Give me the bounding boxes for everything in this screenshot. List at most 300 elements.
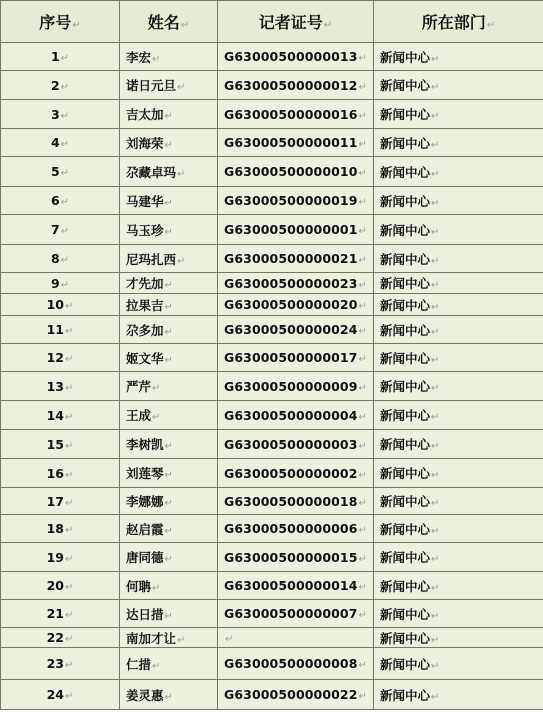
paragraph-mark: ↵ — [60, 226, 70, 237]
reporter-name: 尼玛扎西 — [126, 251, 177, 267]
paragraph-mark: ↵ — [65, 553, 74, 565]
press-card-number: G63000500000009 — [224, 378, 358, 394]
paragraph-mark: ↵ — [60, 279, 70, 291]
reporter-name-cell — [120, 187, 218, 215]
header-row — [1, 1, 543, 43]
press-card-number: G63000500000022 — [224, 687, 358, 702]
reporter-name-cell — [120, 215, 218, 245]
paragraph-mark: ↵ — [431, 470, 440, 481]
header-dept-label: 所在部门 — [421, 13, 486, 32]
paragraph-mark: ↵ — [431, 139, 440, 151]
department: 新闻中心 — [380, 49, 431, 65]
press-card-number-cell — [218, 71, 374, 100]
row-number: 13 — [46, 378, 64, 394]
paragraph-mark: ↵ — [164, 354, 173, 366]
paragraph-mark: ↵ — [65, 440, 74, 452]
reporter-name: 尕藏卓玛 — [126, 164, 177, 180]
press-card-number: G63000500000007 — [224, 606, 358, 621]
paragraph-mark: ↵ — [164, 441, 173, 452]
paragraph-mark: ↵ — [431, 255, 440, 267]
paragraph-mark: ↵ — [358, 139, 368, 150]
paragraph-mark: ↵ — [60, 81, 70, 93]
press-card-number: G63000500000002 — [224, 465, 358, 481]
reporter-name: 姜灵惠 — [126, 687, 164, 703]
department-cell — [374, 71, 543, 100]
department: 新闻中心 — [380, 251, 431, 267]
table-row — [1, 294, 543, 316]
reporter-name-cell — [120, 459, 218, 488]
department: 新闻中心 — [380, 297, 431, 313]
paragraph-mark: ↵ — [431, 554, 440, 565]
press-card-number-cell — [218, 157, 374, 187]
header-dept — [374, 1, 543, 43]
paragraph-mark: ↵ — [177, 634, 186, 646]
reporter-name: 何聃 — [126, 578, 152, 594]
paragraph-mark: ↵ — [431, 326, 440, 338]
department-cell — [374, 488, 543, 515]
department-cell — [374, 344, 543, 372]
header-no-label: 序号 — [39, 13, 72, 32]
row-number: 8 — [50, 251, 60, 266]
reporter-name: 南加才让 — [126, 630, 177, 646]
paragraph-mark: ↵ — [164, 525, 173, 537]
department: 新闻中心 — [380, 135, 431, 151]
department-cell — [374, 648, 543, 680]
paragraph-mark: ↵ — [60, 168, 70, 179]
department: 新闻中心 — [380, 276, 431, 291]
reporter-name: 姬文华 — [126, 350, 164, 366]
paragraph-mark: ↵ — [65, 582, 74, 593]
reporter-name-cell — [120, 628, 218, 648]
paragraph-mark: ↵ — [358, 326, 368, 337]
paragraph-mark: ↵ — [65, 610, 74, 621]
paragraph-mark: ↵ — [323, 20, 333, 31]
paragraph-mark: ↵ — [431, 168, 440, 180]
paragraph-mark: ↵ — [65, 326, 74, 337]
table-row — [1, 245, 543, 273]
department: 新闻中心 — [380, 521, 431, 537]
department-cell — [374, 572, 543, 600]
paragraph-mark: ↵ — [358, 226, 368, 237]
department-cell — [374, 157, 543, 187]
reporter-name: 马建华 — [126, 193, 164, 209]
row-number-cell — [1, 459, 120, 488]
row-number-cell — [1, 245, 120, 273]
reporter-name-cell — [120, 71, 218, 100]
press-card-number-cell — [218, 372, 374, 401]
press-card-number-cell — [218, 401, 374, 430]
row-number-cell — [1, 430, 120, 459]
paragraph-mark: ↵ — [358, 691, 368, 702]
row-number: 4 — [50, 135, 60, 150]
press-card-number-cell — [218, 294, 374, 316]
row-number: 5 — [50, 164, 60, 179]
header-no — [1, 1, 120, 43]
reporter-name-cell — [120, 401, 218, 430]
row-number-cell — [1, 600, 120, 628]
table-row — [1, 215, 543, 245]
header-card-label: 记者证号 — [258, 13, 323, 32]
press-card-number: G63000500000004 — [224, 407, 358, 423]
table-body — [1, 43, 543, 710]
table-row — [1, 316, 543, 344]
department-cell — [374, 316, 543, 344]
press-card-number: G63000500000011 — [224, 135, 358, 150]
paragraph-mark: ↵ — [358, 497, 368, 509]
reporter-name: 李树凯 — [126, 437, 164, 452]
paragraph-mark: ↵ — [431, 280, 440, 291]
row-number: 14 — [46, 407, 64, 423]
paragraph-mark: ↵ — [152, 660, 161, 672]
paragraph-mark: ↵ — [358, 354, 368, 365]
table-row — [1, 344, 543, 372]
paragraph-mark: ↵ — [152, 582, 161, 594]
department-cell — [374, 273, 543, 294]
paragraph-mark: ↵ — [164, 554, 173, 565]
reporter-name: 吉太加 — [126, 107, 164, 122]
paragraph-mark: ↵ — [431, 53, 440, 65]
table-row — [1, 157, 543, 187]
press-card-number-cell — [218, 600, 374, 628]
paragraph-mark: ↵ — [431, 301, 440, 313]
reporter-name-cell — [120, 294, 218, 316]
paragraph-mark: ↵ — [486, 20, 496, 31]
press-card-number-cell — [218, 430, 374, 459]
row-number: 17 — [46, 493, 64, 509]
row-number: 22 — [46, 630, 64, 645]
paragraph-mark: ↵ — [431, 197, 440, 209]
department: 新闻中心 — [380, 437, 431, 452]
paragraph-mark: ↵ — [177, 168, 186, 180]
paragraph-mark: ↵ — [180, 20, 190, 31]
press-card-number: G63000500000019 — [224, 193, 358, 208]
department: 新闻中心 — [380, 550, 431, 565]
press-card-number-cell — [218, 515, 374, 543]
paragraph-mark: ↵ — [358, 469, 368, 481]
paragraph-mark: ↵ — [358, 168, 368, 179]
row-number-cell — [1, 187, 120, 215]
paragraph-mark: ↵ — [358, 279, 368, 291]
reporter-name: 刘莲琴 — [126, 466, 164, 481]
paragraph-mark: ↵ — [60, 255, 70, 266]
department: 新闻中心 — [380, 350, 431, 366]
paragraph-mark: ↵ — [431, 82, 440, 93]
table-row — [1, 43, 543, 71]
paragraph-mark: ↵ — [164, 326, 173, 338]
reporter-name-cell — [120, 372, 218, 401]
reporter-name: 王成 — [126, 408, 152, 423]
row-number-cell — [1, 680, 120, 710]
reporter-name: 才先加 — [126, 276, 164, 291]
paragraph-mark: ↵ — [431, 498, 440, 509]
row-number-cell — [1, 515, 120, 543]
paragraph-mark: ↵ — [164, 197, 173, 209]
department: 新闻中心 — [380, 379, 431, 394]
paragraph-mark: ↵ — [431, 691, 440, 703]
table-row — [1, 71, 543, 100]
paragraph-mark: ↵ — [431, 441, 440, 452]
row-number-cell — [1, 71, 120, 100]
paragraph-mark: ↵ — [164, 498, 173, 509]
reporter-name-cell — [120, 316, 218, 344]
paragraph-mark: ↵ — [431, 582, 440, 594]
table-row — [1, 100, 543, 129]
reporter-name: 仁措 — [126, 656, 152, 672]
press-card-number-cell — [218, 245, 374, 273]
press-card-number: G63000500000001 — [224, 222, 358, 237]
row-number: 19 — [46, 549, 64, 565]
press-card-number: G63000500000013 — [224, 49, 358, 64]
reporter-name-cell — [120, 680, 218, 710]
press-card-number: G63000500000020 — [224, 297, 358, 312]
press-card-number: G63000500000024 — [224, 322, 358, 337]
paragraph-mark: ↵ — [358, 582, 368, 593]
reporter-name-cell — [120, 648, 218, 680]
paragraph-mark: ↵ — [358, 553, 368, 565]
paragraph-mark: ↵ — [358, 411, 368, 423]
row-number-cell — [1, 273, 120, 294]
paragraph-mark: ↵ — [358, 610, 368, 621]
paragraph-mark: ↵ — [358, 660, 368, 671]
paragraph-mark: ↵ — [65, 469, 74, 481]
reporter-name-cell — [120, 100, 218, 129]
paragraph-mark: ↵ — [60, 139, 70, 150]
department: 新闻中心 — [380, 606, 431, 622]
department-cell — [374, 543, 543, 572]
press-card-number-cell — [218, 100, 374, 129]
paragraph-mark: ↵ — [72, 20, 81, 31]
press-card-number: G63000500000014 — [224, 578, 358, 593]
paragraph-mark: ↵ — [431, 383, 440, 394]
table-row — [1, 572, 543, 600]
table-row — [1, 488, 543, 515]
press-card-number-cell — [218, 43, 374, 71]
row-number: 10 — [46, 297, 64, 312]
paragraph-mark: ↵ — [164, 301, 173, 313]
paragraph-mark: ↵ — [60, 53, 70, 64]
department-cell — [374, 680, 543, 710]
press-card-number-cell — [218, 129, 374, 157]
table-row — [1, 273, 543, 294]
row-number: 11 — [46, 322, 64, 337]
reporter-name: 达日措 — [126, 606, 164, 622]
row-number-cell — [1, 100, 120, 129]
table-row — [1, 401, 543, 430]
paragraph-mark: ↵ — [358, 53, 368, 64]
row-number: 6 — [50, 193, 60, 208]
row-number: 12 — [46, 350, 64, 365]
department-cell — [374, 401, 543, 430]
reporter-name-cell — [120, 43, 218, 71]
paragraph-mark: ↵ — [152, 383, 161, 394]
row-number: 16 — [46, 465, 64, 481]
row-number-cell — [1, 572, 120, 600]
paragraph-mark: ↵ — [164, 139, 173, 151]
row-number: 20 — [46, 578, 64, 593]
press-card-number: G63000500000016 — [224, 106, 358, 122]
row-number-cell — [1, 129, 120, 157]
reporter-name-cell — [120, 488, 218, 515]
paragraph-mark: ↵ — [177, 82, 186, 93]
paragraph-mark: ↵ — [431, 610, 440, 622]
press-card-number: G63000500000023 — [224, 275, 358, 291]
row-number: 21 — [46, 606, 64, 621]
table-row — [1, 459, 543, 488]
reporter-name-cell — [120, 543, 218, 572]
paragraph-mark: ↵ — [65, 691, 74, 702]
department-cell — [374, 600, 543, 628]
table-row — [1, 372, 543, 401]
paragraph-mark: ↵ — [164, 226, 173, 238]
row-number: 24 — [46, 687, 64, 702]
paragraph-mark: ↵ — [358, 440, 368, 452]
paragraph-mark: ↵ — [152, 53, 161, 65]
department: 新闻中心 — [380, 466, 431, 481]
table-row — [1, 515, 543, 543]
reporter-name-cell — [120, 344, 218, 372]
paragraph-mark: ↵ — [358, 525, 368, 536]
paragraph-mark: ↵ — [358, 110, 368, 122]
paragraph-mark: ↵ — [431, 111, 440, 122]
press-card-number: G63000500000006 — [224, 521, 358, 536]
reporter-name-cell — [120, 273, 218, 294]
department: 新闻中心 — [380, 193, 431, 209]
paragraph-mark: ↵ — [65, 497, 74, 509]
row-number-cell — [1, 157, 120, 187]
paragraph-mark: ↵ — [164, 470, 173, 481]
department-cell — [374, 430, 543, 459]
department: 新闻中心 — [380, 656, 431, 672]
reporter-name: 刘海荣 — [126, 135, 164, 151]
press-card-number-cell — [218, 316, 374, 344]
paragraph-mark: ↵ — [177, 255, 186, 267]
reporter-name: 赵启霞 — [126, 521, 164, 537]
paragraph-mark: ↵ — [65, 634, 74, 645]
press-card-number-cell — [218, 543, 374, 572]
reporter-name: 马玉珍 — [126, 222, 164, 238]
paragraph-mark: ↵ — [431, 412, 440, 423]
row-number: 1 — [50, 49, 60, 64]
department-cell — [374, 129, 543, 157]
reporter-name-cell — [120, 600, 218, 628]
paragraph-mark: ↵ — [60, 110, 70, 122]
department: 新闻中心 — [380, 107, 431, 122]
row-number: 23 — [46, 656, 64, 671]
row-number-cell — [1, 372, 120, 401]
press-card-number: G63000500000018 — [224, 493, 358, 509]
table-row — [1, 680, 543, 710]
paragraph-mark: ↵ — [358, 255, 368, 266]
paragraph-mark: ↵ — [164, 691, 173, 703]
paragraph-mark: ↵ — [431, 660, 440, 672]
table-row — [1, 543, 543, 572]
row-number-cell — [1, 294, 120, 316]
paragraph-mark: ↵ — [164, 280, 173, 291]
paragraph-mark: ↵ — [431, 525, 440, 537]
paragraph-mark: ↵ — [164, 111, 173, 122]
table-row — [1, 628, 543, 648]
row-number-cell — [1, 215, 120, 245]
reporter-name: 李宏 — [126, 49, 152, 65]
paragraph-mark: ↵ — [431, 634, 440, 646]
table-row — [1, 129, 543, 157]
reporter-name: 尕多加 — [126, 322, 164, 338]
reporter-name-cell — [120, 245, 218, 273]
row-number: 7 — [50, 222, 60, 237]
reporter-name: 李娜娜 — [126, 494, 164, 509]
press-card-number-cell — [218, 273, 374, 294]
paragraph-mark: ↵ — [431, 226, 440, 238]
paragraph-mark: ↵ — [358, 382, 368, 394]
press-card-number-cell — [218, 680, 374, 710]
reporter-name: 诺日元旦 — [126, 78, 177, 93]
press-card-number-cell — [218, 628, 374, 648]
header-name-label: 姓名 — [147, 13, 180, 32]
department: 新闻中心 — [380, 322, 431, 338]
paragraph-mark: ↵ — [65, 354, 74, 365]
press-card-number: G63000500000010 — [224, 164, 358, 179]
paragraph-mark: ↵ — [65, 301, 74, 312]
department-cell — [374, 43, 543, 71]
paragraph-mark: ↵ — [358, 301, 368, 312]
row-number-cell — [1, 344, 120, 372]
table-row — [1, 430, 543, 459]
department-cell — [374, 294, 543, 316]
table-header — [1, 1, 543, 43]
department: 新闻中心 — [380, 78, 431, 93]
paragraph-mark: ↵ — [225, 634, 234, 645]
row-number: 15 — [46, 436, 64, 452]
row-number-cell — [1, 628, 120, 648]
table-row — [1, 648, 543, 680]
table-row — [1, 600, 543, 628]
department-cell — [374, 459, 543, 488]
row-number-cell — [1, 316, 120, 344]
press-card-number-cell — [218, 572, 374, 600]
reporter-name: 唐同德 — [126, 550, 164, 565]
press-card-number-cell — [218, 344, 374, 372]
paragraph-mark: ↵ — [65, 382, 74, 394]
press-card-number: G63000500000017 — [224, 350, 358, 365]
reporter-name-cell — [120, 430, 218, 459]
department: 新闻中心 — [380, 687, 431, 703]
press-card-number-cell — [218, 215, 374, 245]
department-cell — [374, 245, 543, 273]
paragraph-mark: ↵ — [358, 197, 368, 208]
department: 新闻中心 — [380, 408, 431, 423]
header-card — [218, 1, 374, 43]
press-card-number-cell — [218, 648, 374, 680]
paragraph-mark: ↵ — [65, 525, 74, 536]
press-card-number: G63000500000003 — [224, 436, 358, 452]
paragraph-mark: ↵ — [65, 411, 74, 423]
paragraph-mark: ↵ — [152, 412, 161, 423]
department: 新闻中心 — [380, 630, 431, 646]
department-cell — [374, 628, 543, 648]
row-number-cell — [1, 401, 120, 430]
press-card-number: G63000500000021 — [224, 251, 358, 266]
row-number: 3 — [50, 106, 60, 122]
department: 新闻中心 — [380, 578, 431, 594]
department: 新闻中心 — [380, 164, 431, 180]
department-cell — [374, 515, 543, 543]
department: 新闻中心 — [380, 222, 431, 238]
paragraph-mark: ↵ — [60, 197, 70, 208]
row-number-cell — [1, 648, 120, 680]
row-number: 2 — [50, 77, 60, 93]
paragraph-mark: ↵ — [65, 660, 74, 671]
press-card-number: G63000500000012 — [224, 77, 358, 93]
